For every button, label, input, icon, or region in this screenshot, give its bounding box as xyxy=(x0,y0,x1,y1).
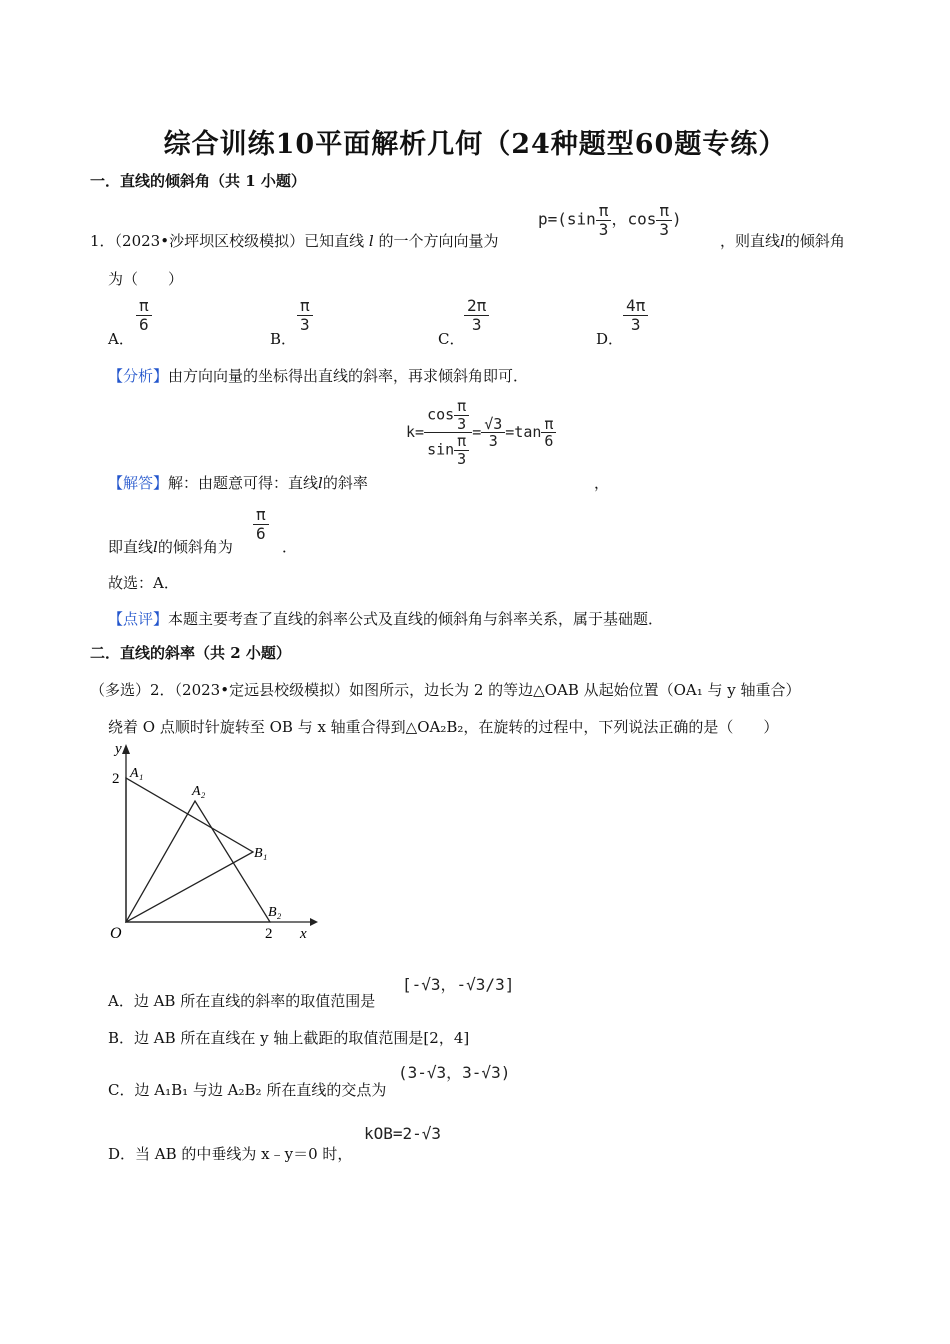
q1-option-c[interactable]: C． xyxy=(438,330,465,348)
conclusion-period: ． xyxy=(282,538,298,556)
analysis-tag: 【分析】 xyxy=(108,367,169,385)
frac-pi-3: $\frac{\pi}{3}$ xyxy=(596,202,612,238)
denominator-sin: sin $\frac{\pi}{3}$ xyxy=(424,433,472,467)
frac-pi-6: $\frac{\pi}{6}$ xyxy=(541,416,556,450)
origin-label: O xyxy=(110,925,122,942)
label-b1: B₁ xyxy=(254,846,268,861)
option-d-math: kOB=2-√3 xyxy=(364,1124,442,1143)
option-a-math: [-√3，-√3/3] xyxy=(402,975,515,994)
q1-number: 1． xyxy=(90,232,115,250)
q1-text-end2: 的倾斜角 xyxy=(784,232,845,250)
q1-conclusion xyxy=(108,536,233,557)
x-label: x xyxy=(300,926,307,942)
q2-stem-line1: （多选）2．（2023•定远县校级模拟）如图所示，边长为 2 的等边△OAB 从起始位置（OA₁ 与 y 轴重合） xyxy=(90,681,801,699)
q1-option-b[interactable]: B． xyxy=(270,330,297,348)
label-a1: A₁ xyxy=(130,766,144,781)
equals: = xyxy=(472,423,482,441)
option-a-fraction: $\frac{\pi}{6}$ xyxy=(136,297,152,333)
numerator-cos: cos $\frac{\pi}{3}$ xyxy=(424,398,472,433)
q1-text-mid: 的一个方向向量为 xyxy=(378,232,499,250)
slope-formula xyxy=(406,398,556,467)
conclusion-mid: 的倾斜角为 xyxy=(157,538,233,556)
option-d-fraction: $\frac{4\pi}{3}$ xyxy=(623,297,648,333)
section-heading-2: 二．直线的斜率（共 2 小题） xyxy=(90,644,291,662)
option-c-fraction: $\frac{2\pi}{3}$ xyxy=(464,297,489,333)
rotation-figure xyxy=(100,740,320,945)
comment-text: 本题主要考查了直线的斜率公式及直线的倾斜角与斜率关系，属于基础题． xyxy=(168,610,664,628)
answer-prefix: 解：由题意可得：直线 xyxy=(168,474,319,492)
q1-stem-end xyxy=(720,230,845,251)
q1-analysis xyxy=(108,365,528,386)
q2-stem-line2: 绕着 O 点顺时针旋转至 OB 与 x 轴重合得到△OA₂B₂，在旋转的过程中，下列说法正确的是（ ） xyxy=(108,718,779,736)
var-l: l xyxy=(153,538,158,556)
q1-option-d[interactable]: D． xyxy=(596,330,624,348)
equals-tan: =tan xyxy=(505,423,542,441)
q2-option-a[interactable]: A．边 AB 所在直线的斜率的取值范围是 xyxy=(108,992,376,1010)
q2-option-b[interactable]: B．边 AB 所在直线在 y 轴上截距的取值范围是[2，4] xyxy=(108,1029,470,1047)
var-l: l xyxy=(318,474,323,492)
x-axis-arrow xyxy=(310,918,318,926)
vector-close: ) xyxy=(671,209,682,229)
conclusion-prefix: 即直线 xyxy=(108,538,154,556)
comment-tag: 【点评】 xyxy=(108,610,169,628)
section-heading-1: 一．直线的倾斜角（共 1 小题） xyxy=(90,172,306,190)
triangle-oa2b2 xyxy=(126,801,270,922)
q1-source: （2023•沙坪坝区校级模拟）已知直线 xyxy=(114,232,365,250)
q2-option-d[interactable]: D．当 AB 的中垂线为 x﹣y＝0 时， xyxy=(108,1145,353,1163)
q1-answer xyxy=(108,472,368,493)
vector-comma: ，cos xyxy=(611,209,657,229)
var-l: l xyxy=(780,232,785,250)
frac-pi-3: $\frac{\pi}{3}$ xyxy=(454,398,469,432)
answer-comma: ， xyxy=(594,474,610,492)
label-b2: B₂ xyxy=(268,905,282,920)
label-a2: A₂ xyxy=(192,784,206,799)
big-fraction xyxy=(424,398,472,467)
answer-suffix: 的斜率 xyxy=(322,474,368,492)
k-equals: k= xyxy=(406,423,425,441)
q1-text-end: ，则直线 xyxy=(720,232,781,250)
option-b-fraction: $\frac{\pi}{3}$ xyxy=(297,297,313,333)
q1-choice: 故选：A． xyxy=(108,574,179,592)
direction-vector xyxy=(538,202,682,238)
conclusion-fraction: $\frac{\pi}{6}$ xyxy=(253,506,269,542)
var-l: l xyxy=(368,232,374,250)
y-tick-2: 2 xyxy=(112,771,120,787)
frac-pi-3: $\frac{\pi}{3}$ xyxy=(454,433,469,467)
frac-sqrt3-over-3: $\frac{√3}{3}$ xyxy=(481,416,505,450)
frac-pi-3: $\frac{\pi}{3}$ xyxy=(656,202,672,238)
vector-lhs: p=(sin xyxy=(538,209,596,229)
analysis-text: 由方向向量的坐标得出直线的斜率，再求倾斜角即可． xyxy=(168,367,529,385)
q1-option-a[interactable]: A． xyxy=(108,330,134,348)
y-label: y xyxy=(115,741,122,757)
q2-option-c[interactable]: C．边 A₁B₁ 与边 A₂B₂ 所在直线的交点为 xyxy=(108,1081,387,1099)
answer-tag: 【解答】 xyxy=(108,474,169,492)
q1-stem-line2: 为（ ） xyxy=(108,270,184,288)
option-c-math: (3-√3，3-√3) xyxy=(398,1063,511,1082)
y-axis-arrow xyxy=(122,744,130,754)
page-title: 综合训练10平面解析几何（24种题型60题专练） xyxy=(163,129,787,160)
q1-comment xyxy=(108,608,663,629)
triangle-oa1b1 xyxy=(126,778,253,922)
x-tick-2: 2 xyxy=(265,926,273,942)
q1-stem xyxy=(90,230,498,251)
